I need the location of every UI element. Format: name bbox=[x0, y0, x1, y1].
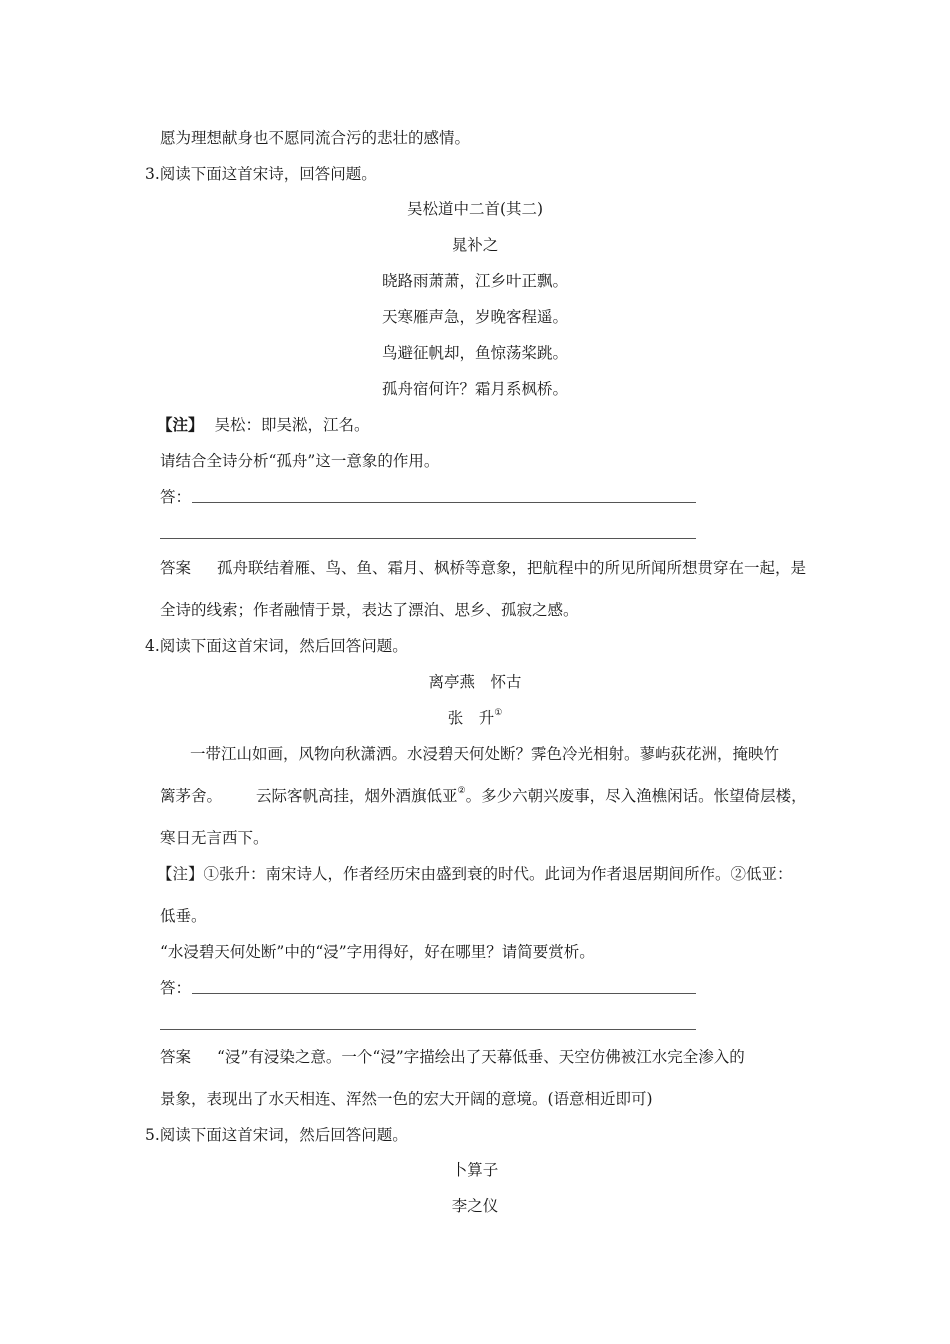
q4-text-footnote-mark: ② bbox=[457, 786, 466, 796]
q4-answer bbox=[160, 1047, 745, 1067]
q4-text-line-1: 一带江山如画，风物向秋潇洒。水浸碧天何处断？霁色冷光相射。蓼屿荻花洲，掩映竹 bbox=[190, 745, 780, 763]
q3-poem-author: 晁补之 bbox=[451, 236, 499, 254]
q4-prompt: 4.阅读下面这首宋词，然后回答问题。 bbox=[145, 637, 408, 655]
q3-answer-field-line-2[interactable] bbox=[160, 538, 696, 539]
q4-text-line-2c: 。多少六朝兴废事，尽入渔樵闲话。怅望倚层楼， bbox=[465, 787, 807, 805]
q3-note-label: 【注】 bbox=[157, 415, 204, 434]
q4-answer-label: 答案 bbox=[160, 1048, 192, 1066]
q3-answer-field-line-1[interactable] bbox=[192, 502, 696, 503]
q5-poem-author: 李之仪 bbox=[451, 1197, 499, 1215]
q3-note bbox=[157, 415, 369, 435]
q4-author-footnote-mark: ① bbox=[494, 708, 503, 718]
q3-answer-prefix: 答： bbox=[160, 488, 192, 506]
q4-answer-text-1: “浸”有浸染之意。一个“浸”字描绘出了天幕低垂、天空仿佛被江水完全渗入的 bbox=[217, 1048, 745, 1066]
q4-note-line-1: 【注】①张升：南宋诗人，作者经历宋由盛到衰的时代。此词为作者退居期间所作。②低亚： bbox=[157, 865, 793, 883]
q3-poem-line-1: 晓路雨萧萧，江乡叶正飘。 bbox=[381, 272, 568, 290]
q4-note-line-2: 低垂。 bbox=[160, 907, 207, 925]
q4-answer-prefix: 答： bbox=[160, 979, 192, 997]
q3-answer bbox=[160, 558, 806, 578]
q4-author-name: 张 升 bbox=[447, 709, 495, 727]
q4-text-line-2a: 篱茅舍。 bbox=[160, 787, 223, 805]
q3-answer-text-2: 全诗的线索；作者融情于景，表达了漂泊、思乡、孤寂之感。 bbox=[160, 601, 579, 619]
q3-poem-line-4: 孤舟宿何许？霜月系枫桥。 bbox=[381, 380, 568, 398]
q3-answer-text-1: 孤舟联结着雁、鸟、鱼、霜月、枫桥等意象，把航程中的所见所闻所想贯穿在一起，是 bbox=[217, 559, 807, 577]
q2-answer-tail: 愿为理想献身也不愿同流合污的悲壮的感情。 bbox=[160, 129, 471, 147]
q3-answer-label: 答案 bbox=[160, 559, 192, 577]
q3-poem-line-3: 鸟避征帆却，鱼惊荡桨跳。 bbox=[381, 344, 568, 362]
q4-poem-title: 离亭燕 怀古 bbox=[428, 673, 522, 691]
q4-answer-text-2: 景象，表现出了水天相连、浑然一色的宏大开阔的意境。(语意相近即可) bbox=[160, 1090, 653, 1108]
q3-note-text: 吴松：即吴淞，江名。 bbox=[214, 416, 370, 434]
q4-text-line-2 bbox=[160, 786, 807, 806]
q3-prompt: 3.阅读下面这首宋诗，回答问题。 bbox=[145, 165, 377, 183]
q3-question: 请结合全诗分析“孤舟”这一意象的作用。 bbox=[160, 452, 440, 470]
q4-text-line-2b: 云际客帆高挂，烟外酒旗低亚 bbox=[256, 787, 458, 805]
q4-poem-author bbox=[0, 708, 950, 728]
q4-answer-field-line-2[interactable] bbox=[160, 1029, 696, 1030]
q3-poem-title: 吴松道中二首(其二) bbox=[406, 200, 544, 218]
q4-text-line-3: 寒日无言西下。 bbox=[160, 829, 269, 847]
q5-poem-title: 卜算子 bbox=[451, 1161, 499, 1179]
q4-question: “水浸碧天何处断”中的“浸”字用得好，好在哪里？请简要赏析。 bbox=[160, 943, 595, 961]
q3-poem-line-2: 天寒雁声急，岁晚客程遥。 bbox=[381, 308, 568, 326]
q5-prompt: 5.阅读下面这首宋词，然后回答问题。 bbox=[145, 1126, 408, 1144]
q4-answer-field-line-1[interactable] bbox=[192, 993, 696, 994]
